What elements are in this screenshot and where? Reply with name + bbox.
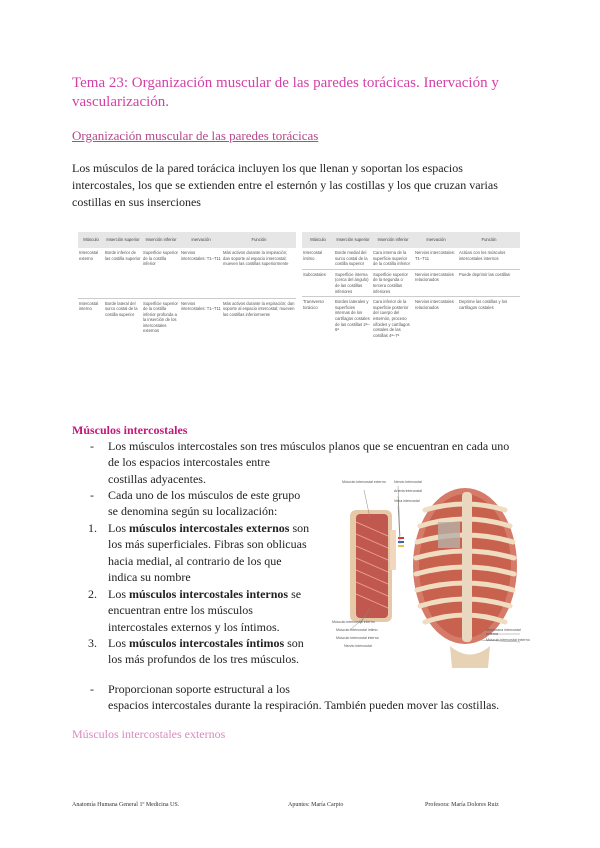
number-marker: 3. [88,636,97,650]
table-header: Inserción superior [334,232,372,248]
table-header: Función [458,232,520,248]
list-line: de los espacios intercostales entre [108,455,270,470]
list-text: Los [108,587,129,601]
list-text: se [288,587,302,601]
figure-label: Músculo intercostal interno [336,636,379,640]
table-cell: Nervios intercostales: T1–T11 [180,298,222,336]
intro-line: Los músculos de la pared torácica incluyen los que llenan y soportan los espacios [72,161,463,175]
figure-label: Músculo intercostal íntimo [336,628,378,632]
table-header-row [78,232,296,248]
list-text: Los [108,636,129,650]
table-cell: Superficie superior de la costilla inferior profunda a la inserción de los intercostales externos [142,298,180,336]
table-header: Inervación [414,232,458,248]
table-cell: Borde lateral del surco costal de la costilla superior [104,298,142,336]
figure-label: Vena intercostal [394,499,420,503]
table-cell: Subcostales [302,269,334,296]
table-row [78,298,296,336]
table-cell: Superficie superior de la segunda o tercera costillas inferiores [372,269,414,296]
table-cell: Más activos durante la inspiración; dan soporte al espacio intercostal; mueven las costillas superiormente [223,250,289,267]
muscle-table-left [78,232,296,336]
table-cell: Borde medial del surco costal de la costilla superior [335,250,368,267]
bullet-marker: - [90,488,94,502]
footer-center: Apuntes: María Carpio [288,802,344,808]
table-header: Inserción inferior [372,232,414,248]
footer-right: Profesora: María Dolores Ruiz [425,802,499,808]
table-cell: Puede deprimir las costillas [458,269,520,296]
figure-label: Músculo intercostal interno [332,620,375,624]
table-cell: Borde inferior de las costilla superior [105,250,141,261]
list-line: espacios intercostales durante la respiración. También pueden mover las costillas. [108,698,500,713]
table-cell: Intercostal íntimo [303,250,323,261]
bold-term: músculos intercostales internos [129,587,289,601]
table-cell: Deprime las costillas y los cartílagos costales [458,297,520,341]
figure-label: Músculo intercostal externo [342,480,386,484]
table-row [302,269,520,296]
list-line: los más superficiales. Fibras son oblicuas [108,537,307,552]
figure-label: Músculo intercostal externo [486,638,530,642]
table-header: Inervación [180,232,222,248]
list-line: se denomina según su localización: [108,504,278,519]
table-header-row [302,232,520,248]
list-line: Los músculos intercostales son tres músculos planos que se encuentran en cada uno [108,439,510,453]
table-cell: Más activos durante la espiración; dan soporte al espacio intercostal; mueven las costillas inferiormente [222,298,296,336]
list-text: son [289,521,310,535]
intro-line: costillas en sus inserciones [72,195,201,209]
table-cell: Intercostal externo [79,250,99,261]
list-line: indica su nombre [108,570,191,585]
table-cell: Intercostal interno [78,298,104,336]
table-cell: Nervios intercostales: T1–T11 [415,250,456,261]
number-marker: 1. [88,521,97,535]
table-cell: Bordes laterales y superficies internas de los cartílagos costales de las costillas 2ª–6ª [334,297,372,341]
table-cell: Cara interna de la superficie superior de la costilla inferior [373,250,411,267]
table-row [78,248,296,298]
list-line: Proporcionan soporte estructural a los [108,682,290,696]
section-heading-intercostales: Músculos intercostales [72,423,188,437]
table-row [302,248,520,269]
table-cell: Superficie superior de la costilla inferior [143,250,178,267]
table-cell: Transverso torácico [302,297,334,341]
list-line: Cada uno de los músculos de este grupo [108,488,301,502]
bold-term: músculos intercostales íntimos [129,636,285,650]
list-line: hacia medial, al contrario de los que [108,553,282,568]
figure-label: Membrana intercostal externa [486,628,521,636]
table-cell: Nervios intercostales relacionados [414,269,458,296]
table-header: Músculo [78,232,104,248]
footer-left: Anatomía Humana General 1º Medicina US. [72,802,180,808]
intro-paragraph [72,160,532,211]
table-cell: Nervios intercostales: T1–T11 [181,250,221,261]
table-header: Inserción superior [104,232,142,248]
figure-label: Nervio intercostal [394,480,422,484]
table-cell: Cara inferior de la superficie posterior del cuerpo del esternón, proceso xifoides y cartílagos costales de las costillas 4ª–7ª [372,297,414,341]
muscle-table-right [302,232,520,340]
list-text: Los [108,521,129,535]
bullet-marker: - [90,439,94,453]
table-header: Inserción inferior [142,232,180,248]
list-line: intercostales externos y los íntimos. [108,619,280,634]
list-line: costillas adyacentes. [108,471,206,486]
table-header: Función [222,232,296,248]
list-line: los más profundos de los tres músculos. [108,652,299,667]
list-text: son [284,636,304,650]
table-cell: Nervios intercostales relacionados [414,297,458,341]
list-line: encuentran entre los músculos [108,603,253,618]
table-cell: Actúan con los músculos intercostales internos [459,250,506,261]
section-heading-externos: Músculos intercostales externos [72,727,226,741]
section-heading-organizacion: Organización muscular de las paredes torácicas [72,128,319,143]
bullet-marker: - [90,682,94,696]
page-title: Tema 23: Organización muscular de las paredes torácicas. Inervación y vascularización. [72,75,499,110]
intercostal-muscles-figure [330,478,530,674]
intercostal-inset [350,510,404,622]
bold-term: músculos intercostales externos [129,521,290,535]
intro-line: intercostales, los que se extienden entre el esternón y las costillas y los que cruzan varias [72,178,498,192]
figure-label: Arteria intercostal [394,489,422,493]
table-row [302,297,520,341]
table-header: Músculo [302,232,334,248]
table-cell: Superficie interna (cerca del ángulo) de las costillas inferiores [334,269,372,296]
number-marker: 2. [88,587,97,601]
figure-label: Nervio intercostal [344,644,372,648]
